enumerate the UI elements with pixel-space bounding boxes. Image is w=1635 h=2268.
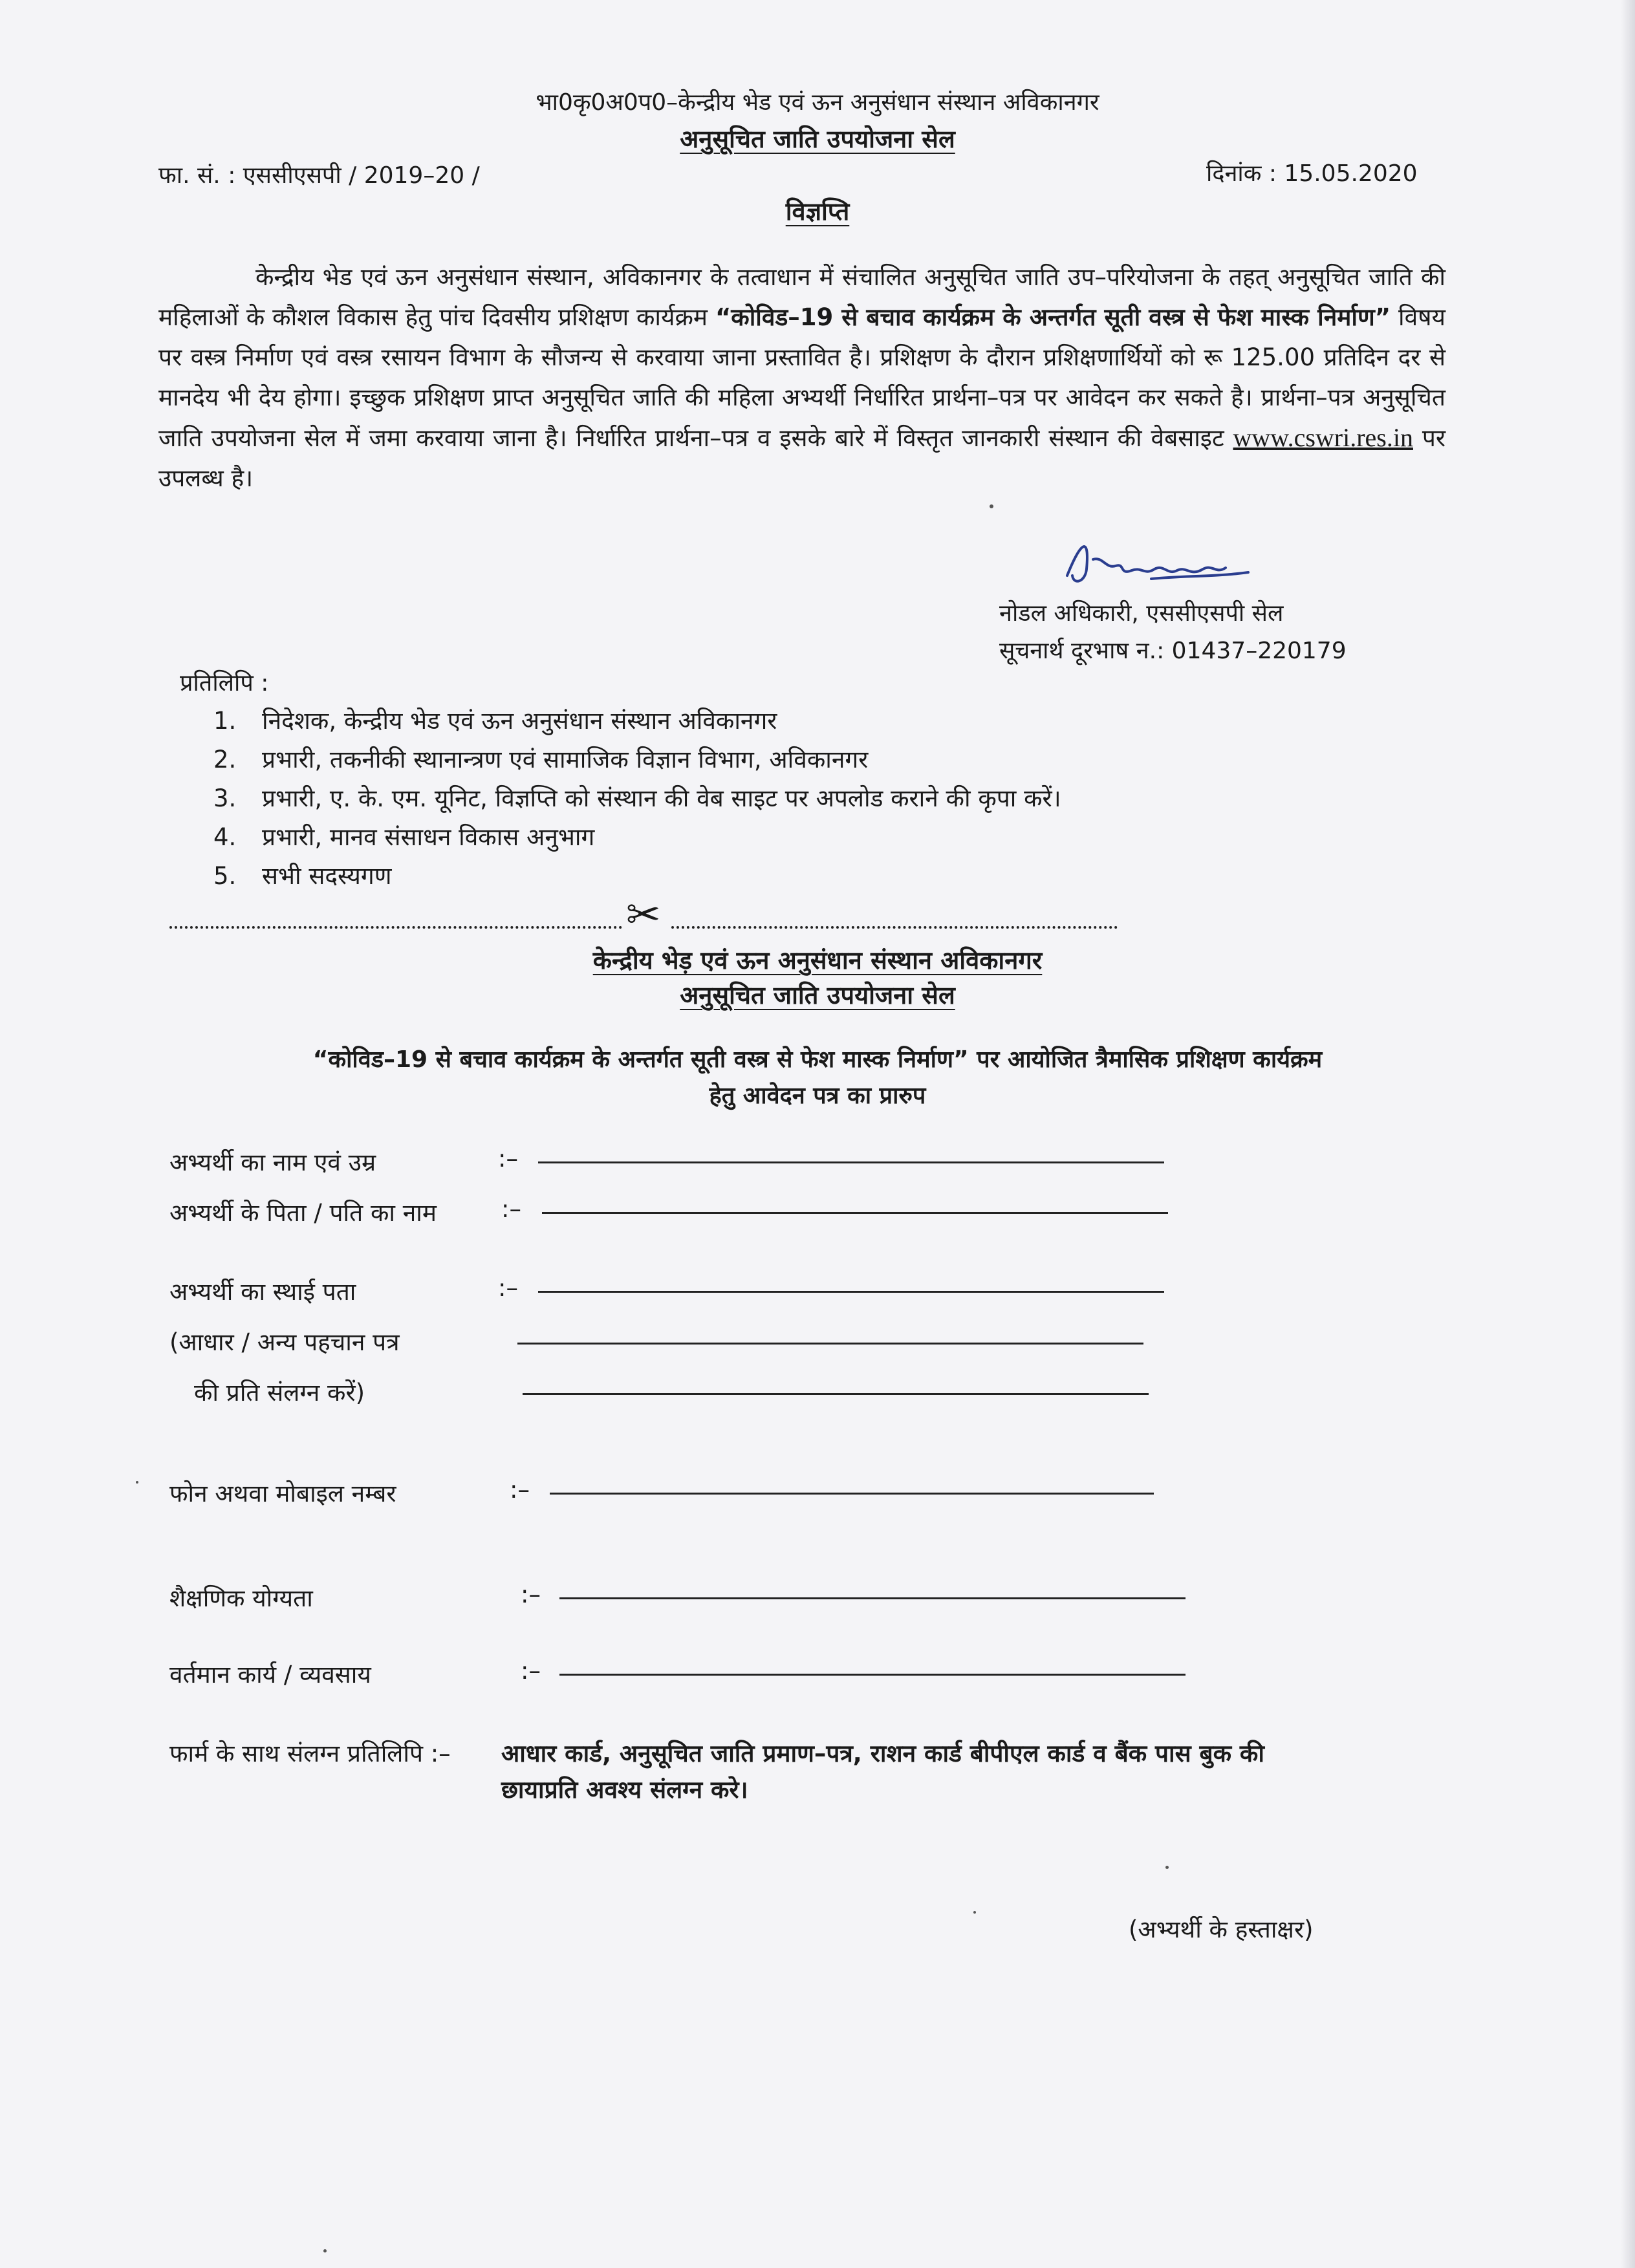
address-note-1: (आधार / अन्य पहचान पत्र — [169, 1328, 400, 1356]
notice-text-1: केन्द्रीय भेड एवं ऊन अनुसंधान संस्थान, अविकानगर के तत्वाधान में संचालित अनुसूचित जाति उप–परियोजना के तहत् अनुसूचित जाति की महिलाओं के कौशल विकास हेतु पांच दिवसीय प्रशिक्षण कार्यक्रम — [158, 263, 1446, 331]
separator: :– — [510, 1476, 530, 1504]
address-note-2: की प्रति संलग्न करें) — [194, 1379, 365, 1407]
list-item: 1. निदेशक, केन्द्रीय भेड एवं ऊन अनुसंधान संस्थान अविकानगर — [213, 707, 777, 735]
form-title-line-1: “कोविड–19 से बचाव कार्यक्रम के अन्तर्गत सूती वस्त्र से फेश मास्क निर्माण” पर आयोजित त्रैमासिक प्रशिक्षण कार्यक्रम — [312, 1046, 1323, 1073]
notice-title: विज्ञप्ति — [785, 197, 850, 226]
list-item: 4. प्रभारी, मानव संसाधन विकास अनुभाग — [213, 823, 595, 851]
file-number: फा. सं. : एससीएसपी / 2019–20 / — [158, 162, 480, 189]
list-item: 5. सभी सदस्यगण — [213, 862, 392, 890]
notice-date: दिनांक : 15.05.2020 — [1206, 160, 1418, 187]
applicant-signature-label: (अभ्यर्थी के हस्ताक्षर) — [1129, 1916, 1314, 1943]
education-field[interactable] — [559, 1597, 1186, 1599]
form-title-line-2: हेतु आवेदन पत्र का प्रारुप — [709, 1083, 926, 1109]
scan-edge-shadow — [1621, 0, 1635, 2268]
name-age-field[interactable] — [538, 1161, 1164, 1163]
cut-line-right — [671, 926, 1118, 929]
scan-speck — [990, 504, 993, 508]
list-item: 2. प्रभारी, तकनीकी स्थानान्त्रण एवं सामाजिक विज्ञान विभाग, अविकानगर — [213, 746, 869, 773]
form-org: केन्द्रीय भेड़ एवं ऊन अनुसंधान संस्थान अविकानगर — [592, 946, 1043, 975]
scan-speck — [136, 1481, 138, 1484]
notice-text-3: पर उपलब्ध है। — [158, 424, 1446, 492]
form-cell: अनुसूचित जाति उपयोजना सेल — [680, 981, 955, 1010]
list-item: 3. प्रभारी, ए. के. एम. यूनिट, विज्ञप्ति को संस्थान की वेब साइट पर अपलोड कराने की कृपा करें। — [213, 784, 1061, 812]
signatory-designation: नोडल अधिकारी, एससीएसपी सेल — [999, 600, 1284, 627]
cell-name: अनुसूचित जाति उपयोजना सेल — [680, 125, 955, 153]
scissors-icon: ✂ — [626, 891, 661, 939]
address-field-line-3[interactable] — [523, 1393, 1149, 1395]
education-label: शैक्षणिक योग्यता — [169, 1584, 313, 1612]
cut-line-left — [169, 926, 622, 929]
father-husband-label: अभ्यर्थी के पिता / पति का नाम — [169, 1199, 437, 1227]
phone-label: फोन अथवा मोबाइल नम्बर — [169, 1480, 396, 1507]
attachments-label: फार्म के साथ संलग्न प्रतिलिपि :– — [169, 1740, 451, 1767]
scan-speck — [973, 1911, 976, 1914]
separator: :– — [521, 1581, 541, 1608]
signature-image — [1054, 530, 1261, 601]
separator: :– — [501, 1195, 521, 1223]
separator: :– — [521, 1657, 541, 1685]
address-field-line-1[interactable] — [538, 1291, 1164, 1293]
attachments-text-1: आधार कार्ड, अनुसूचित जाति प्रमाण–पत्र, राशन कार्ड बीपीएल कार्ड व बैंक पास बुक की — [501, 1740, 1264, 1767]
separator: :– — [498, 1274, 518, 1302]
signatory-phone: सूचनार्थ दूरभाष न.: 01437–220179 — [999, 638, 1347, 664]
occupation-field[interactable] — [559, 1674, 1186, 1676]
occupation-label: वर्तमान कार्य / व्यवसाय — [169, 1661, 371, 1689]
separator: :– — [498, 1145, 518, 1172]
address-field-line-2[interactable] — [517, 1343, 1143, 1345]
org-line: भा0कृ0अ0प0–केन्द्रीय भेड एवं ऊन अनुसंधान संस्थान अविकानगर — [536, 89, 1099, 116]
notice-text-2: विषय पर वस्त्र निर्माण एवं वस्त्र रसायन विभाग के सौजन्य से करवाया जाना प्रस्तावित है। प्रशिक्षण के दौरान प्रशिक्षणार्थियों को रू 125.00 प्रतिदिन दर से मानदेय भी देय होगा। इच्छुक प्रशिक्षण प्राप्त अनुसूचित जाति की महिला अभ्यर्थी निर्धारित प्रार्थना–पत्र पर आवेदन कर सकते है। प्रार्थना–पत्र अनुसूचित जाति उपयोजना सेल में जमा करवाया जाना है। निर्धारित प्रार्थना–पत्र व इसके बारे में विस्तृत जानकारी संस्थान की वेबसाइट — [158, 303, 1446, 452]
copy-to-list — [213, 702, 1061, 896]
copy-to-heading: प्रतिलिपि : — [180, 670, 269, 697]
attachments-text-2: छायाप्रति अवश्य संलग्न करे। — [501, 1776, 748, 1804]
father-husband-field[interactable] — [542, 1212, 1168, 1214]
address-label: अभ्यर्थी का स्थाई पता — [169, 1278, 356, 1306]
notice-program-title: “कोविड–19 से बचाव कार्यक्रम के अन्तर्गत सूती वस्त्र से फेश मास्क निर्माण” — [715, 303, 1391, 331]
website-link[interactable]: www.cswri.res.in — [1233, 423, 1413, 452]
name-age-label: अभ्यर्थी का नाम एवं उम्र — [169, 1149, 376, 1176]
phone-field[interactable] — [550, 1493, 1154, 1495]
scan-speck — [323, 2249, 327, 2252]
notice-paragraph — [158, 257, 1446, 499]
scan-speck — [1165, 1866, 1169, 1869]
